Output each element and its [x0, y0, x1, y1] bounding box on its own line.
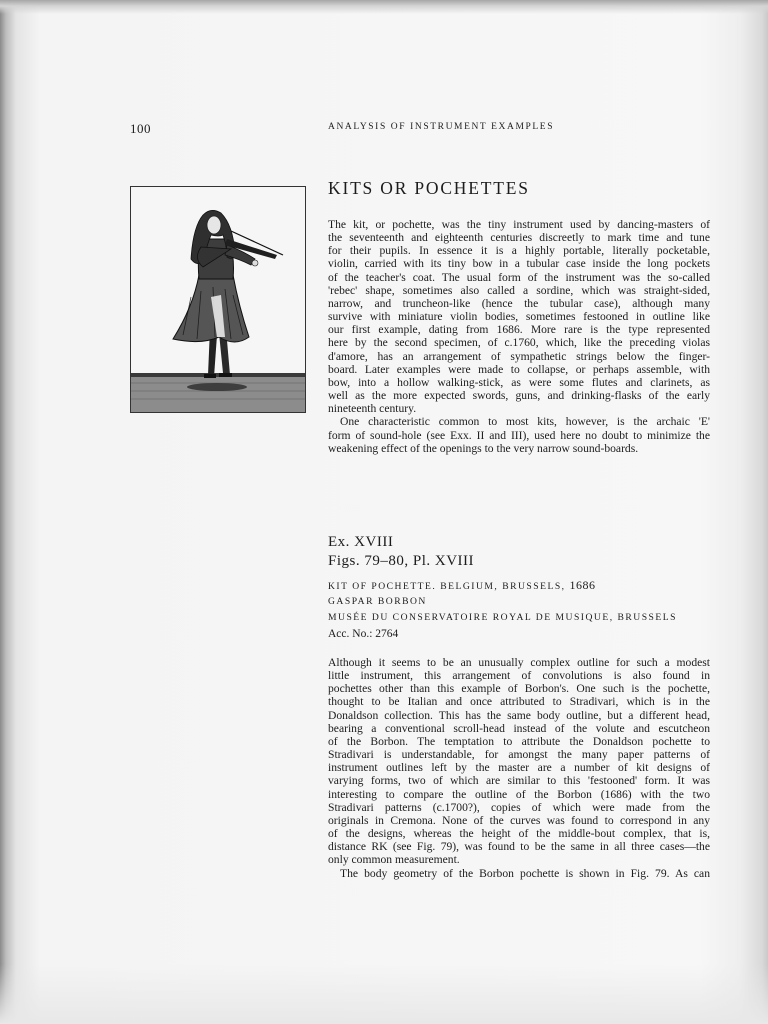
text-line: violin, carried with its tiny bow in a tubular case inside the long pockets: [328, 257, 710, 271]
instrument-kind-text: KIT OF POCHETTE. BELGIUM, BRUSSELS,: [328, 581, 570, 592]
instrument-collection: MUSÉE DU CONSERVATOIRE ROYAL DE MUSIQUE, BRUSSELS: [328, 612, 677, 623]
text-line: our first example, dating from 1686. More rare is the type represented: [328, 323, 710, 337]
text-line: thought to be Italian and once attributed to Stradivari, which is in the: [328, 695, 710, 709]
text-line: The kit, or pochette, was the tiny instrument used by dancing-masters of: [328, 218, 710, 231]
text-line: the seventeenth and eighteenth centuries discreetly to mark time and tune: [328, 231, 710, 245]
text-line: for their pupils. In essence it is a highly portable, literally pocketable,: [328, 244, 710, 258]
text-line: here by the second specimen, of c.1760, which, like the preceding violas: [328, 336, 710, 350]
instrument-year: 1686: [569, 578, 596, 592]
text-line: only common measurement.: [328, 853, 460, 867]
text-line: nineteenth century.: [328, 402, 417, 416]
instrument-kind: [328, 578, 595, 593]
instrument-maker: GASPAR BORBON: [328, 596, 427, 607]
page-number: 100: [130, 121, 151, 136]
section-title: KITS OR POCHETTES: [328, 178, 530, 198]
text-line: of the designs, whereas the height of the middle-bout complex, that is,: [328, 827, 710, 841]
text-line: survive with miniature violin bodies, sometimes festooned in outline like: [328, 310, 710, 324]
text-line: pochettes other than this example of Borbon's. One such is the pochette,: [328, 682, 710, 696]
text-line: The body geometry of the Borbon pochette is shown in Fig. 79. As can: [340, 866, 710, 880]
dancing-master-illustration: [130, 186, 306, 413]
text-line: form of sound-hole (see Exx. II and III), used here no doubt to minimize the: [328, 428, 710, 442]
text-line: varying forms, two of which are similar to this 'festooned' form. It was: [328, 774, 710, 788]
text-line: narrow, and truncheon-like (hence the tubular case), although many: [328, 296, 710, 310]
text-line: Donaldson collection. This has the same body outline, but a different head,: [328, 708, 710, 722]
text-line: bow, into a hollow walking-stick, as were some flutes and clarinets, as: [328, 375, 710, 389]
accession-number: Acc. No.: 2764: [328, 628, 399, 640]
text-line: distance RK (see Fig. 79), was found to be the same in all three cases—the: [328, 840, 710, 854]
text-line: well as the more expected swords, guns, and drinking-flasks of the early: [328, 389, 710, 403]
engraving-image: [131, 187, 305, 412]
text-line: 'rebec' shape, sometimes also called a sordine, which was straight-sided,: [328, 283, 710, 297]
running-head: ANALYSIS OF INSTRUMENT EXAMPLES: [328, 122, 555, 132]
text-line: board. Later examples were made to collapse, or perhaps assemble, with: [328, 362, 710, 376]
text-line: instrument outlines left by the master are a number of kit designs of: [328, 761, 710, 775]
intro-paragraphs: [328, 218, 710, 455]
figure-reference: Figs. 79–80, Pl. XVIII: [328, 553, 475, 569]
text-line: Stradivari patterns (c.1700?), copies of which were made from the: [328, 800, 710, 814]
text-line: d'amore, has an arrangement of sympathetic strings below the finger-: [328, 349, 710, 363]
example-number: Ex. XVIII: [328, 534, 394, 550]
text-line: little instrument, this arrangement of convolutions is also found in: [328, 669, 710, 683]
page-top-shadow: [0, 0, 768, 14]
text-line: weakening effect of the openings to the very narrow sound-boards.: [328, 441, 639, 455]
text-line: Stradivari is understandable, for amongst the many paper patterns of: [328, 748, 710, 762]
text-line: of the teacher's coat. The usual form of the instrument was the so-called: [328, 270, 710, 284]
example-description: [328, 656, 710, 880]
text-line: Although it seems to be an unusually complex outline for such a modest: [328, 656, 710, 669]
text-line: bearing a conventional scroll-head instead of the volute and escutcheon: [328, 721, 710, 735]
text-line: of the Borbon. The temptation to attribute the Donaldson pochette to: [328, 734, 710, 748]
page-bottom-shadow: [0, 964, 768, 1024]
text-line: originals in Cremona. None of the curves was found to correspond in any: [328, 813, 710, 827]
text-line: One characteristic common to most kits, however, is the archaic 'E': [340, 415, 710, 429]
text-line: interesting to compare the outline of the Borbon (1686) with the two: [328, 787, 710, 801]
